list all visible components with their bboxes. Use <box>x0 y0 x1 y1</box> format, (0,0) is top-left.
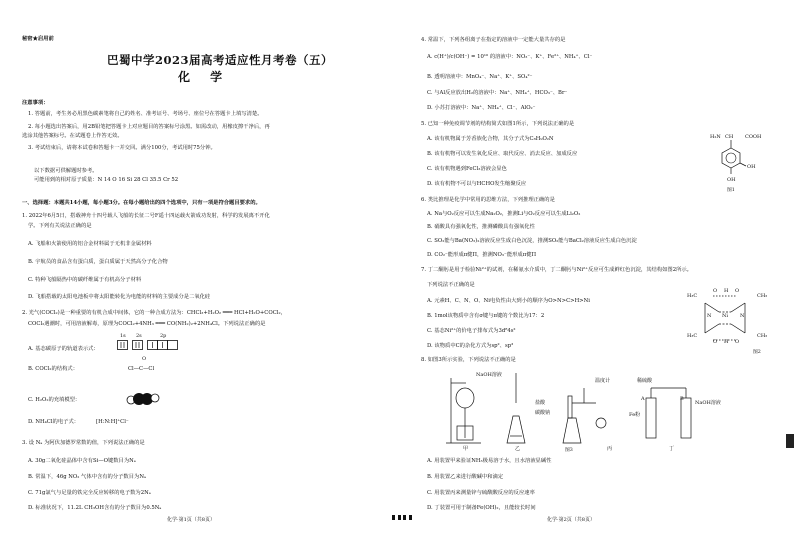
page-footer: 化学·第1页（共8页） <box>167 517 215 523</box>
note-line: 3. 考试结束后，请将本试卷和答题卡一并交回。满分100分，考试用时75分钟。 <box>28 145 216 151</box>
fig3-label: A <box>641 396 645 402</box>
fig1-caption: 图1 <box>727 188 735 193</box>
option-d: D. 该有机物不可以与HCHO发生缩聚反应 <box>427 181 527 187</box>
fig2-label: N <box>740 313 745 319</box>
question-2-stem: COCl₂遇潮时，可用溶液解毒，原理为COCl₂+4NH₃ ═══ CO(NH₂)₂+2NH₄Cl。下列说法正确的是 <box>28 321 266 327</box>
option-d: D. 丁装置可用于制备Fe(OH)₂，且能较长时间 <box>427 505 536 511</box>
option-b: B. 该有机物可以发生氧化反应、取代反应、消去反应、加成反应 <box>427 151 578 157</box>
fig2-label: H₃C <box>687 333 698 339</box>
fig2-label: CH₃ <box>757 293 768 299</box>
section-heading: 一、选择题：本题共14小题，每小题3分。在每小题给出的四个选项中，只有一项是符合题目要求的。 <box>22 200 261 206</box>
fig2-label: H <box>724 339 729 345</box>
orbital-label-1s: 1s <box>120 333 126 339</box>
apparatus-yi: 乙 <box>515 446 521 452</box>
option-c: C. 与Al反应放出H₂的溶液中：Na⁺、NH₄⁺、HCO₃⁻、Br⁻ <box>427 90 568 96</box>
fig2-label: Ni <box>722 313 728 319</box>
fig3-label: NaOH溶液 <box>695 400 721 406</box>
fig2-label: CH₃ <box>757 333 768 339</box>
note-line: 选涂其他答案标号。在试题卷上作答无效。 <box>22 133 123 139</box>
h2o2-space-filling-model <box>126 392 160 406</box>
cocl2-structure: Cl—C—Cl <box>128 366 155 372</box>
option-b: B. 用装置乙来进行酸碱中和滴定 <box>427 474 504 480</box>
option-c: C. 该有机物遇到FeCl₃溶液会显色 <box>427 166 507 172</box>
fig3-label: 温度计 <box>595 378 611 384</box>
fig3-caption: 图3 <box>565 448 573 453</box>
fig1-label: OH <box>747 164 756 170</box>
q2-option-b: B. COCl₂的结构式： <box>28 366 79 372</box>
option-a: A. 元素H、C、N、O、Ni电负性由大到小的顺序为O>N>C>H>Ni <box>427 298 590 304</box>
option-b: B. 宇航员的食品含有蛋白质，蛋白质属于天然高分子化合物 <box>28 259 168 265</box>
option-c: C. 71g氯气与足量的铁完全反应转移的电子数为2Nₐ <box>28 490 151 496</box>
question-8-stem: 8. 如图3所示实验，下列说法不正确的是 <box>421 357 516 363</box>
q2-option-c: C. H₂O₂的充填模型： <box>28 397 81 403</box>
option-d: D. CO₂⁻能形成π健Π，推测NO₃⁻能形成π健Π <box>427 252 537 258</box>
option-a: A. 飞船和火箭使用的铝合金材料属于无机非金属材料 <box>28 241 152 247</box>
fig1-label: H₂N <box>710 134 721 140</box>
option-a: A. 用装置甲来验证NH₃极易溶于水，且水溶液显碱性 <box>427 458 552 464</box>
fig3-label: 碳酸钠 <box>535 410 551 416</box>
question-7-stem: 7. 丁二酮肟是用于检验Ni²⁺的试剂，在稀氨水介质中，丁二酮肟与Ni²⁺反应可生成鲜红色沉淀，其结构如图2所示。 <box>421 267 692 273</box>
question-2-stem: 2. 光气(COCl₂)是一种重要的有机合成中间体，它的一种合成方法为：CHCl₃+H₂O₂ ═══ HCl+H₂O+COCl₂， <box>22 310 286 316</box>
notes-heading: 注意事项： <box>22 100 49 106</box>
fig3-label: 盐酸 <box>535 400 546 406</box>
option-b: B. 1mol该物质中含有σ键与π键的个数比为17：2 <box>427 313 545 319</box>
question-6-stem: 6. 类比推理是化学中常用的思维方法，下列推理正确的是 <box>421 197 555 203</box>
fig3-label: NaOH溶液 <box>476 372 502 378</box>
note-line: 2. 每小题选出答案后，用2B铅笔把答题卡上对应题目的答案标号涂黑。如需改动，用橡皮擦干净后，再 <box>28 124 270 130</box>
secret-label: 秘密★启用前 <box>22 36 54 42</box>
fig1-label: COOH <box>745 134 762 140</box>
option-d: D. 该物质中C的杂化方式为sp²、sp³ <box>427 343 514 349</box>
option-a: A. 该有机物属于芳香族化合物，其分子式为C₈H₉O₂N <box>427 136 554 142</box>
exam-title: 巴蜀中学2023届高考适应性月考卷（五） <box>107 53 334 67</box>
edge-tab <box>786 434 794 448</box>
orbital-label-2p: 2p <box>160 333 167 339</box>
orbital-diagram <box>117 340 179 350</box>
fig2-label: H₃C <box>687 293 698 299</box>
option-d: D. 飞船搭载的太阳电池板中将太阳能转化为电能的材料的主要成分是二氧化硅 <box>28 294 211 300</box>
option-c: C. 特种飞船隔热中的碳纤维属于有机高分子材料 <box>28 277 142 283</box>
fig1-label: CH <box>725 134 734 140</box>
apparatus-bing: 丙 <box>607 446 613 452</box>
q2-option-a: A. 基态碳原子的轨道表示式： <box>28 346 99 352</box>
question-5-stem: 5. 已知一种免疫调节剂的结构简式如图1所示，下列说法正确的是 <box>421 121 575 127</box>
fig2-label: O <box>735 339 740 345</box>
question-7-stem: 下列说法不正确的是 <box>427 282 475 288</box>
atomic-masses: 可能用到的相对原子质量：N 14 O 16 Si 28 Cl 35.5 Cr 52 <box>34 177 179 183</box>
page-footer: 化学·第2页（共8页） <box>547 517 595 523</box>
question-1-stem: 学。下列有关说法正确的是 <box>28 223 92 229</box>
fig3-apparatus <box>441 368 741 450</box>
fig1-structure <box>715 140 751 176</box>
option-b: B. 硝酸具有强氧化性，推测磷酸具有强氧化性 <box>427 224 535 230</box>
apparatus-ding: 丁 <box>669 446 675 452</box>
orbital-label-2s: 2s <box>136 333 142 339</box>
option-c: C. 基态Ni²⁺的价电子排布式为3d⁸4s² <box>427 328 516 334</box>
fig3-label: B <box>680 396 684 402</box>
question-3-stem: 3. 设 Nₐ 为阿伏加德罗常数的值，下列说法正确的是 <box>22 440 145 446</box>
apparatus-jia: 甲 <box>463 446 469 452</box>
option-d: D. 标准状况下，11.2L CH₃OH含有的分子数目为0.5Nₐ <box>28 505 162 511</box>
question-1-stem: 1. 2022年6月5日，搭载神舟十四号载人飞船的长征二号F遥十四运载火箭成功发射，科学的发展离不开化 <box>22 213 270 219</box>
fig2-label: H <box>724 288 729 294</box>
fig2-label: O <box>713 339 718 345</box>
option-b: B. 透明溶液中：MnO₄⁻、Na⁺、K⁺、SO₄²⁻ <box>427 74 533 80</box>
fig2-label: N <box>707 313 712 319</box>
option-a: A. c(H⁺)/c(OH⁻) = 10¹⁰ 的溶液中：NO₃⁻、K⁺、Fe²⁺、NH₄⁺、Cl⁻ <box>427 54 593 60</box>
right-page <box>397 0 794 544</box>
fig2-caption: 图2 <box>753 350 761 355</box>
option-a: A. Na与O₂反应可以生成Na₂O₂，推测Li与O₂反应可以生成Li₂O₂ <box>427 211 581 217</box>
data-intro: 以下数据可供解题时参考。 <box>34 168 98 174</box>
cocl2-oxygen: O <box>142 356 147 362</box>
option-c: C. 用装置丙来测量锌与硫酸酸反应的反应速率 <box>427 490 535 496</box>
nh4cl-electron-formula: [H:N:H]⁺Cl⁻ <box>96 419 129 425</box>
fig3-label: 稀硫酸 <box>637 378 653 384</box>
subject-title: 化 学 <box>178 70 231 84</box>
q2-option-d: D. NH₄Cl的电子式： <box>28 419 80 425</box>
fig2-label: O <box>713 288 718 294</box>
note-line: 1. 答题前，考生务必用黑色碳素笔将自己的姓名、准考证号、考场号、座位号在答题卡上填写清楚。 <box>28 111 263 117</box>
option-d: D. 小苏打溶液中：Na⁺、NH₄⁺、Cl⁻、AlO₂⁻ <box>427 105 536 111</box>
fig3-label: Fe粉 <box>629 412 641 418</box>
question-4-stem: 4. 常温下，下列各组离子在指定的溶液中一定能大量共存的是 <box>421 37 566 43</box>
fig2-label: O <box>735 288 740 294</box>
option-b: B. 常温下，46g NO₂ 气体中含有的分子数目为Nₐ <box>28 474 146 480</box>
fig1-label: OH <box>727 177 736 183</box>
option-a: A. 30g二氧化硅晶体中含有Si—O键数目为Nₐ <box>28 458 136 464</box>
option-c: C. SO₂能与Ba(NO₃)₂溶液反应生成白色沉淀，推测SO₂能与BaCl₂溶液反应生成白色沉淀 <box>427 238 637 244</box>
